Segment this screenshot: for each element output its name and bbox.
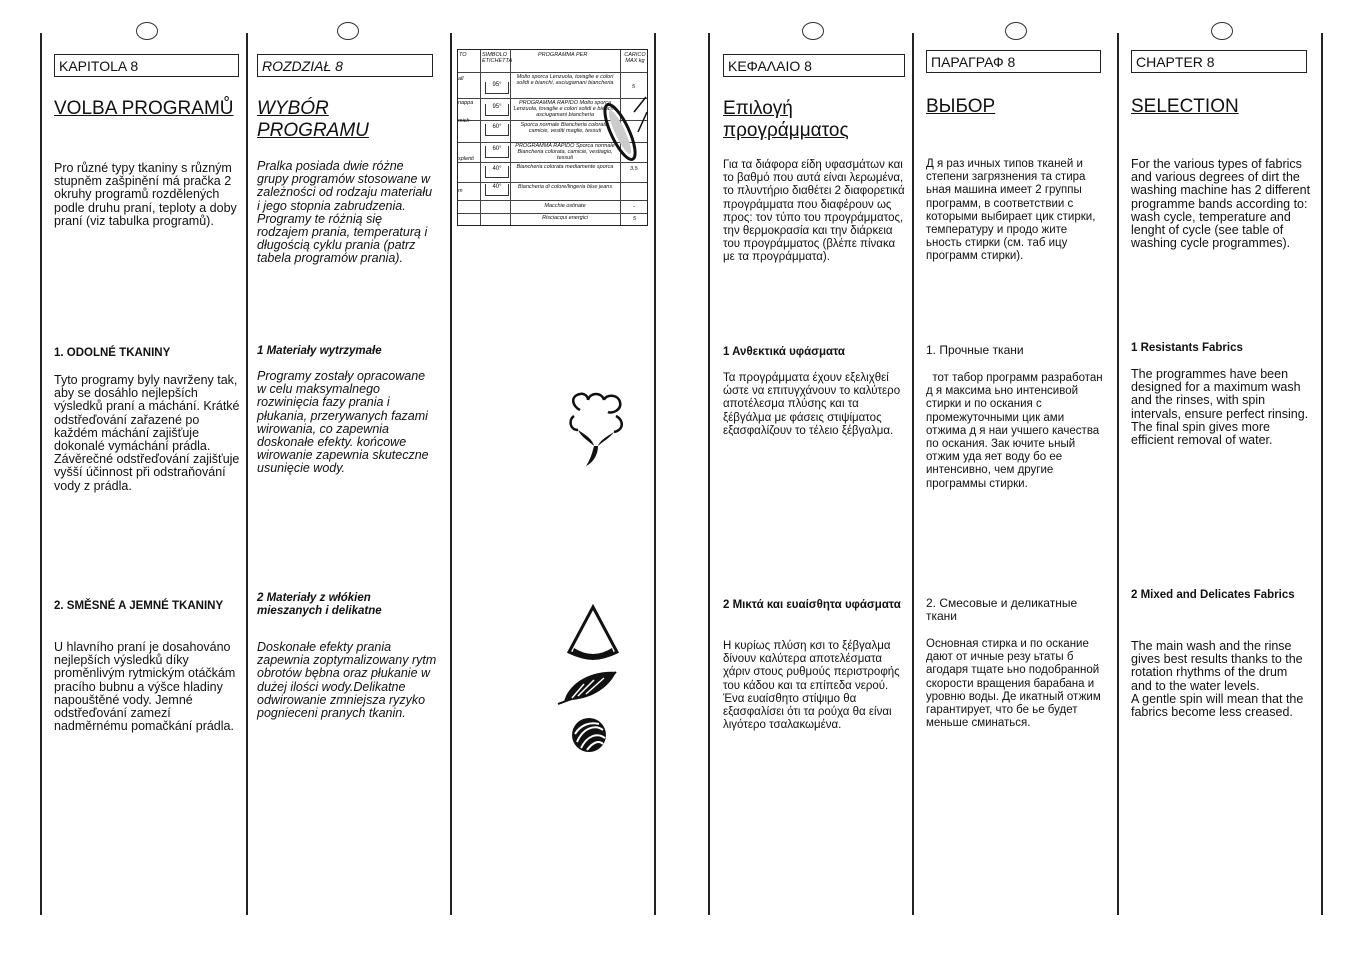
wash-tub-icon: 40° (485, 184, 509, 196)
heading-resistant: 1. ODOLNÉ TKANINY (54, 347, 171, 359)
intro-text: For the various types of fabrics and various degrees of dirt the washing machine has 2 different programme bands according to: wash cycle, temperature and lenght of cycle (see table of washing cycle programmes). (1131, 157, 1311, 251)
wash-tub-icon: 95° (485, 82, 509, 94)
table-header-load: CARICO MAX kg (624, 52, 646, 64)
column-rule (1117, 33, 1119, 915)
heading-resistant: 1. Прочные ткани (926, 343, 1024, 357)
text-mixed: Η κυρίως πλύση κσι το ξέβγαλμα δίνουν καλύτερα αποτελέσματα χάριν στους ρυθμούς περιστροφής του κάδου και τα επίπεδα νερού. Ένα ευαίσθητο στίψιμο θα εξασφαλίσει ότι τα ρούχα θα είναι λιγότερο τσαλακωμένα. (723, 640, 900, 732)
table-left-label: splenti (458, 156, 474, 162)
heading-mixed: 2 Mixed and Delicates Fabrics (1131, 589, 1295, 601)
intro-text: Pro různé typy tkaniny s různým stupněm zašpinění má pračka 2 okruhy programů rozdělených podle druhu praní, teploty a doby praní (viz tabulka programů). (54, 161, 237, 228)
intro-text: Д я раз ичных типов тканей и степени загрязнения та стира ьная машина имеет 2 группы программ, в соответствии с которыми выбирает цик стирки, температуру и продо жите ьность стирки (см. таб ицу программ стирки). (926, 158, 1096, 263)
registration-mark (337, 22, 359, 40)
table-row-desc: Macchie ostinate (544, 203, 586, 209)
wool-icon (569, 716, 609, 754)
table-row-desc: PROGRAMMA RAPIDO Sporca normale Biancheria colorata, camicie, vestiagio, tessuti (515, 143, 615, 161)
wash-tub-icon: 40° (485, 166, 509, 178)
chapter-label: KAPITOLA 8 (54, 54, 239, 77)
table-row-desc: Molto sporca Lenzuola, tovaglie e colori solidi e bianchi, asciugamani biancheria (516, 74, 614, 86)
wash-tub-icon: 60° (485, 146, 509, 158)
section-title: ВЫБОР (926, 96, 996, 117)
chapter-label: ΚΕΦΑΛΑΙΟ 8 (723, 54, 905, 77)
synthetic-fabric-icon (566, 604, 620, 662)
table-left-label: mich (458, 118, 470, 124)
feather-icon (554, 668, 620, 708)
text-resistant: Programy zostały opracowane w celu maksymalnego rozwinięcia fazy prania i płukania, przerywanych fazami wirowania, co zapewnia doskonałe efekty. końcowe wirowanie zapewnia skuteczne usunięcie wody. (257, 369, 429, 476)
table-left-label: nappa (458, 100, 474, 106)
program-knob-icon (598, 92, 648, 172)
table-row-load: 5 (633, 216, 637, 222)
chapter-label: ROZDZIAŁ 8 (257, 54, 433, 77)
table-header-symbol: SIMBOLO ETICHETTA (482, 52, 513, 64)
text-resistant: тот табор программ разработан д я максима ьно интенсивой стирки и по оскания с промежуточными цик ами отжима д я наи учшего качества по оскания. Зак ючите ьный отжим уда яет воду бо ее интенсивно, чем другие программы стирки. (926, 372, 1106, 490)
wash-tub-icon: 60° (485, 124, 509, 136)
table-row-load: - (633, 204, 635, 210)
text-mixed: Основная стирка и по оскание дают от ичные резу ьтаты б агодаря тщате ьно подобранной скорости вращения барабана и уровню воды. Де икатный отжим гарантирует, что бе ье будет меньше сминаться. (926, 638, 1101, 730)
table-row-desc: Sporca normale Biancheria colorata, camicie, vestiti maglie, tessuti (520, 122, 610, 134)
intro-text: Για τα διάφορα είδη υφασμάτων και το βαθμό που αυτά είναι λερωμένα, το πλυντήριο διαθέτει 2 διαφορετικά προγράμματα που διαφέρουν ως προς: τον τύπο του προγράμματος, την θερμοκρασία και την διάρκεια του προγράμματος (βλέπε πίνακα με τα προγράμματα). (723, 159, 905, 264)
section-title: Επιλογή προγράμματος (723, 98, 849, 141)
text-resistant: Tyto programy byly navrženy tak, aby se dosáhlo nejlepších výsledků praní a máchání. Krátké odstřeďování zařazené po každém máchání zajišťuje dokonalé vymáchání prádla. Závěrečné odstřeďování zajišťuje vyšší účinnost při odstraňování vody z prádla. (54, 373, 240, 493)
heading-resistant: 1 Ανθεκτικά υφάσματα (723, 346, 845, 358)
registration-mark (1005, 22, 1027, 40)
text-resistant: The programmes have been designed for a maximum wash and the rinses, with spin intervals, ensure perfect rinsing. The final spin gives more efficient removal of water. (1131, 367, 1309, 448)
table-row-desc: Risciacqui energici (542, 215, 588, 221)
heading-mixed: 2. Смесовые и деликатные ткани (926, 596, 1078, 623)
wash-tub-icon: 95° (485, 104, 509, 116)
chapter-label: CHAPTER 8 (1131, 50, 1307, 73)
column-rule (1321, 33, 1323, 915)
column-rule (450, 33, 452, 915)
table-row-load: 5 (632, 84, 636, 90)
table-row-load: 3.5 (630, 166, 638, 172)
column-rule (912, 33, 914, 915)
intro-text: Pralka posiada dwie różne grupy programów stosowane w zależności od rodzaju materiału i jego stopnia zabrudzenia. Programy te różnią się rodzajem prania, temperaturą i długością cyklu prania (patrz tabela programów prania). (257, 159, 433, 266)
section-title: WYBÓR PROGRAMU (257, 98, 369, 141)
heading-mixed: 2 Materiały z włókien mieszanych i delikatne (257, 592, 382, 617)
text-mixed: Doskonałe efekty prania zapewnia zoptymalizowany rytm obrotów bębna oraz płukanie w dużej ilości wody.Delikatne odwirowanie zmniejsza ryzyko pognieceni pranych tkanin. (257, 640, 437, 721)
table-left-label: all (458, 76, 464, 82)
table-row-desc: Biancheria di colore/lingeria blue jeans (517, 184, 613, 190)
table-left-label: m (458, 188, 463, 194)
column-rule (654, 33, 656, 915)
heading-resistant: 1 Materiały wytrzymałe (257, 345, 382, 357)
text-mixed: The main wash and the rinse gives best results thanks to the rotation rhythms of the drum and to the water levels. A gentle spin will mean that the fabrics become less creased. (1131, 639, 1304, 720)
section-title: VOLBA PROGRAMŮ (54, 98, 234, 119)
column-rule (246, 33, 248, 915)
table-row-desc: Biancheria colorata mediamente sporca (516, 164, 614, 170)
heading-resistant: 1 Resistants Fabrics (1131, 342, 1243, 354)
text-resistant: Τα προγράμματα έχουν εξελιχθεί ώστε να επιτυγχάνουν το καλύτερο αποτέλεσμα πλύσης και τα ξέβγάλμα με φάσεις στιψίματος εξασφαλίζουν το τέλειο ξέβγαλμα. (723, 372, 901, 437)
heading-mixed: 2 Μικτά και ευαίσθητα υφάσματα (723, 599, 901, 611)
registration-mark (802, 22, 824, 40)
table-header-programme: PROGRAMMA PER (538, 52, 588, 58)
table-header-to: TO (459, 52, 467, 58)
table-row-desc: PROGRAMMA RAPIDO Molto sporca Lenzuola, tovaglie e colori solidi e bianchi, asciugamani biancheria (513, 100, 617, 118)
text-mixed: U hlavního praní je dosahováno nejlepších výsledků díky proměnlivým rytmickým otáčkám pracího bubnu a výšce hladiny napouštěné vody. Jemné odstřeďování zamezí nadměrnému pomačkání prádla. (54, 640, 236, 734)
registration-mark (136, 22, 158, 40)
cotton-flower-icon (562, 390, 630, 468)
registration-mark (1211, 22, 1233, 40)
section-title: SELECTION (1131, 96, 1239, 117)
program-table (457, 49, 648, 226)
column-rule (40, 33, 42, 915)
chapter-label: ПАРАГРАФ 8 (926, 50, 1101, 73)
heading-mixed: 2. SMĚSNÉ A JEMNÉ TKANINY (54, 600, 224, 612)
column-rule (708, 33, 710, 915)
